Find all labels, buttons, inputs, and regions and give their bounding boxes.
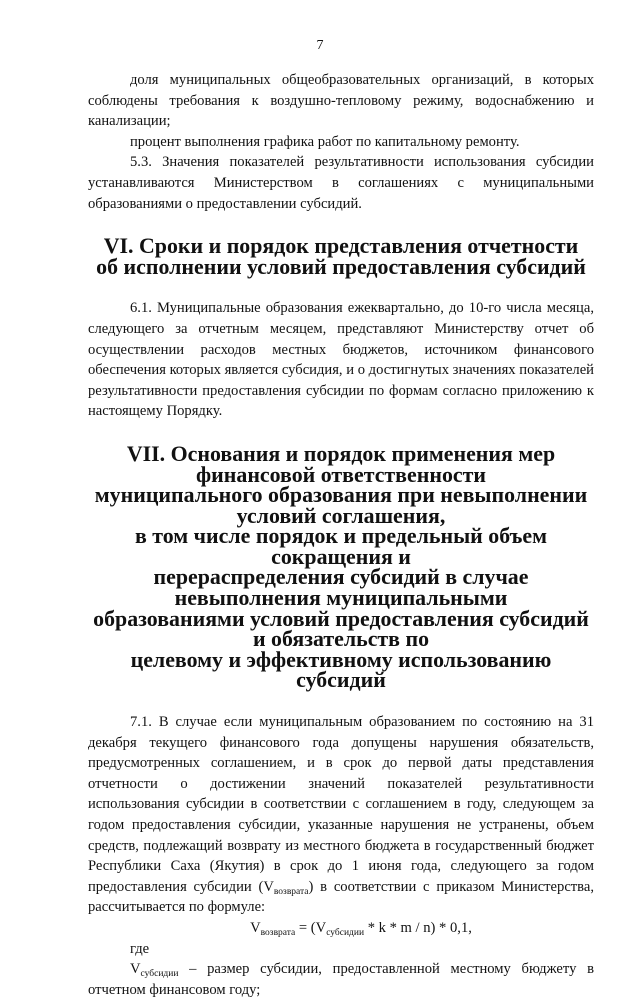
paragraph-7-1-text-a: 7.1. В случае если муниципальным образованием по состоянию на 31 декабря текущего финансового года допущены нарушения обязательств, предусмотренных соглашением, и в срок до первой даты представления отчетности о достижении значений показателей результативности использования субсидии в соответствии с соглашением в году, следующем за годом предоставления субсидии, указанные нарушения не устранены, объем средств, подлежащий возврату из местного бюджета в государственный бюджет Республики Саха (Якутия) в срок до 1 июня года, следующего за годом предоставления субсидии (V — [88, 714, 594, 895]
formula-sub-refund: возврата — [260, 927, 296, 938]
paragraph-share-organizations: доля муниципальных общеобразовательных организаций, в которых соблюдены требования к воздушно-тепловому режиму, водоснабжению и канализации; — [88, 72, 594, 130]
paragraph-5-3: 5.3. Значения показателей результативности использования субсидии устанавливаются Министерством в соглашениях с муниципальными образованиями о предоставлении субсидий. — [88, 154, 594, 212]
spacer — [88, 691, 594, 712]
paragraph-6-1: 6.1. Муниципальные образования ежеквартально, до 10-го числа месяца, следующего за отчетным месяцем, представляют Министерству отчет об осуществлении расходов местных бюджетов, источником финансового обеспечения которых является субсидия, и о достигнутых значениях показателей результативности предоставления субсидии по формам согласно приложению к настоящему Порядку. — [88, 300, 594, 420]
section-7-heading-line-1: VII. Основания и порядок применения мер финансовой ответственности — [126, 440, 556, 487]
section-7-heading-line-5: образованиями условий предоставления субсидий и обязательств по — [93, 605, 589, 652]
section-6-heading-line-1: VI. Сроки и порядок представления отчетности — [103, 233, 579, 259]
spacer — [88, 277, 594, 298]
section-7-heading-line-4: перераспределения субсидий в случае невыполнения муниципальными — [153, 564, 529, 611]
section-6-heading — [88, 233, 594, 279]
definition-v: V — [130, 961, 141, 978]
paragraph-7-1-text-b: ) в соответствии с приказом Министерства, рассчитывается по формуле: — [88, 878, 595, 916]
formula-sub-subsidy: субсидии — [326, 927, 365, 938]
paragraph-7-1 — [88, 712, 594, 918]
document-body — [88, 70, 594, 1000]
section-7-heading-line-6: целевому и эффективному использованию субсидий — [130, 646, 552, 693]
section-7-heading-line-3: в том числе порядок и предельный объем сокращения и — [135, 523, 547, 569]
section-7-heading — [88, 440, 594, 693]
definition-v-subsidy — [88, 959, 594, 1000]
formula-v: V — [250, 919, 261, 936]
definition-sub: субсидии — [140, 969, 179, 980]
where-label: где — [130, 940, 150, 957]
formula-refund — [88, 918, 594, 939]
paragraph-7-1-subscript: возврата — [273, 886, 309, 897]
section-6-heading-line-2: об исполнении условий предоставления субсидий — [96, 253, 586, 279]
formula-equals: = (V — [295, 919, 327, 936]
page-number: 7 — [316, 38, 324, 53]
paragraph-repair-schedule: процент выполнения графика работ по капитальному ремонту. — [130, 133, 520, 150]
definition-text: – размер субсидии, предоставленной местному бюджету в отчетном финансовом году; — [88, 961, 594, 998]
section-7-heading-line-2: муниципального образования при невыполнении условий соглашения, — [94, 482, 588, 528]
formula-rest: * k * m / n) * 0,1, — [364, 919, 472, 936]
